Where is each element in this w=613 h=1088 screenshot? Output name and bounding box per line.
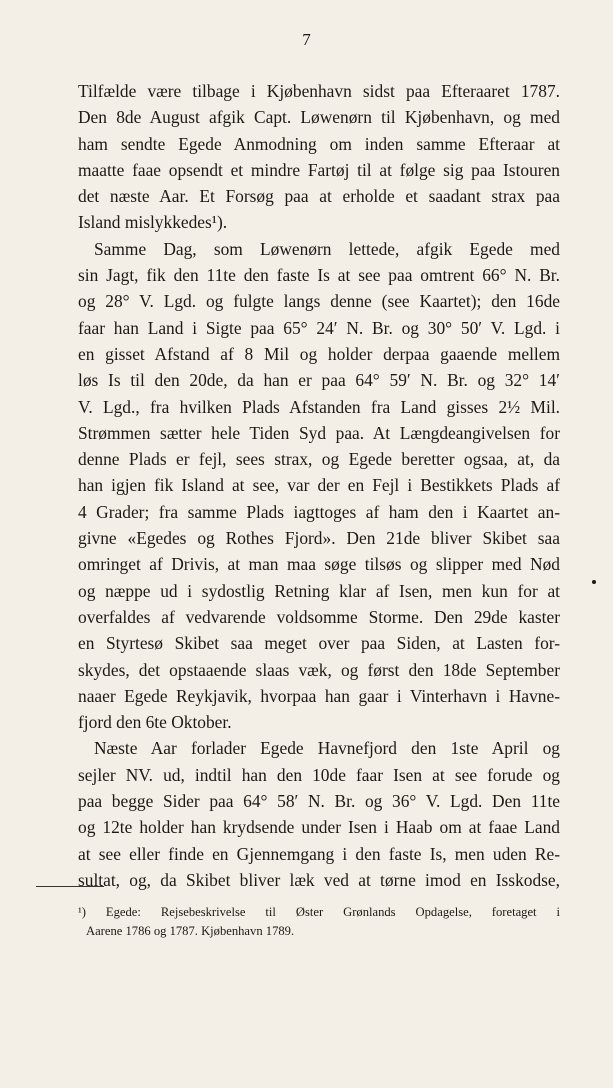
footnote [78,903,560,941]
body-text [78,78,560,893]
text-line: fjord den 6te Oktober. [78,712,232,733]
text-line: at see eller finde en Gjennemgang i den faste Is, men uden Re- [78,843,560,864]
text-line: og 12te holder han krydsende under Isen i Haab om at faae Land [78,817,560,838]
text-line: overfaldes af vedvarende voldsomme Storme. Den 29de kaster [78,606,560,627]
text-line: Island mislykkedes¹). [78,212,228,233]
text-line: 4 Grader; fra samme Plads iagttoges af ham den i Kaartet an- [78,501,560,522]
text-line: Tilfælde være tilbage i Kjøbenhavn sidst paa Efteraaret 1787. [78,81,560,101]
text-line: denne Plads er fejl, sees strax, og Egede beretter ogsaa, at, da [78,449,560,470]
text-line: paa begge Sider paa 64° 58′ N. Br. og 36° V. Lgd. Den 11te [78,791,560,812]
text-line: Strømmen sætter hele Tiden Syd paa. At Længdeangivelsen for [78,422,560,443]
text-line: skydes, det opstaaende slaas væk, og først den 18de September [78,659,560,680]
text-line: maatte faae opsendt et mindre Fartøj til at følge sig paa Istouren [78,159,560,180]
text-line: omringet af Drivis, at man maa søge tilsøs og slipper med Nød [78,554,560,575]
text-line: en Styrtesø Skibet saa meget over paa Siden, at Lasten for- [78,633,560,654]
text-line: Samme Dag, som Løwenørn lettede, afgik Egede med [94,238,560,259]
footnote-line: ¹) Egede: Rejsebeskrivelse til Øster Grønlands Opdagelse, foretaget i [78,905,560,919]
page-number: 7 [302,30,311,49]
text-line: sejler NV. ud, indtil han den 10de faar Isen at see forude og [78,764,560,785]
text-line: og 28° V. Lgd. og fulgte langs denne (see Kaartet); den 16de [78,291,560,312]
text-line: det næste Aar. Et Forsøg paa at erholde et saadant strax paa [78,186,560,207]
text-line: og næppe ud i sydostlig Retning klar af Isen, men kun for at [78,580,560,601]
text-line: løs Is til den 20de, da han er paa 64° 59′ N. Br. og 32° 14′ [78,370,560,391]
text-line: han igjen fik Island at see, var der en Fejl i Bestikkets Plads af [78,475,560,496]
text-line: Den 8de August afgik Capt. Løwenørn til Kjøbenhavn, og med [78,107,560,128]
text-line: faar han Land i Sigte paa 65° 24′ N. Br. og 30° 50′ V. Lgd. i [78,317,560,338]
text-line: naaer Egede Reykjavik, hvorpaa han gaar i Vinterhavn i Havne- [78,685,560,706]
footnote-line: Aarene 1786 og 1787. Kjøbenhavn 1789. [86,924,295,938]
text-line: Næste Aar forlader Egede Havnefjord den 1ste April og [94,738,560,759]
text-line: sin Jagt, fik den 11te den faste Is at see paa omtrent 66° N. Br. [78,265,560,286]
margin-speck [592,580,596,584]
text-line: sultat, og, da Skibet bliver læk ved at tørne imod en Isskodse, [78,869,560,890]
text-line: ham sendte Egede Anmodning om inden samme Efteraar at [78,133,560,154]
text-line: givne «Egedes og Rothes Fjord». Den 21de bliver Skibet saa [78,528,560,549]
text-line: en gisset Afstand af 8 Mil og holder derpaa gaaende mellem [78,343,560,364]
footnote-divider [36,886,104,887]
text-line: V. Lgd., fra hvilken Plads Afstanden fra Land gisses 2½ Mil. [78,396,560,417]
